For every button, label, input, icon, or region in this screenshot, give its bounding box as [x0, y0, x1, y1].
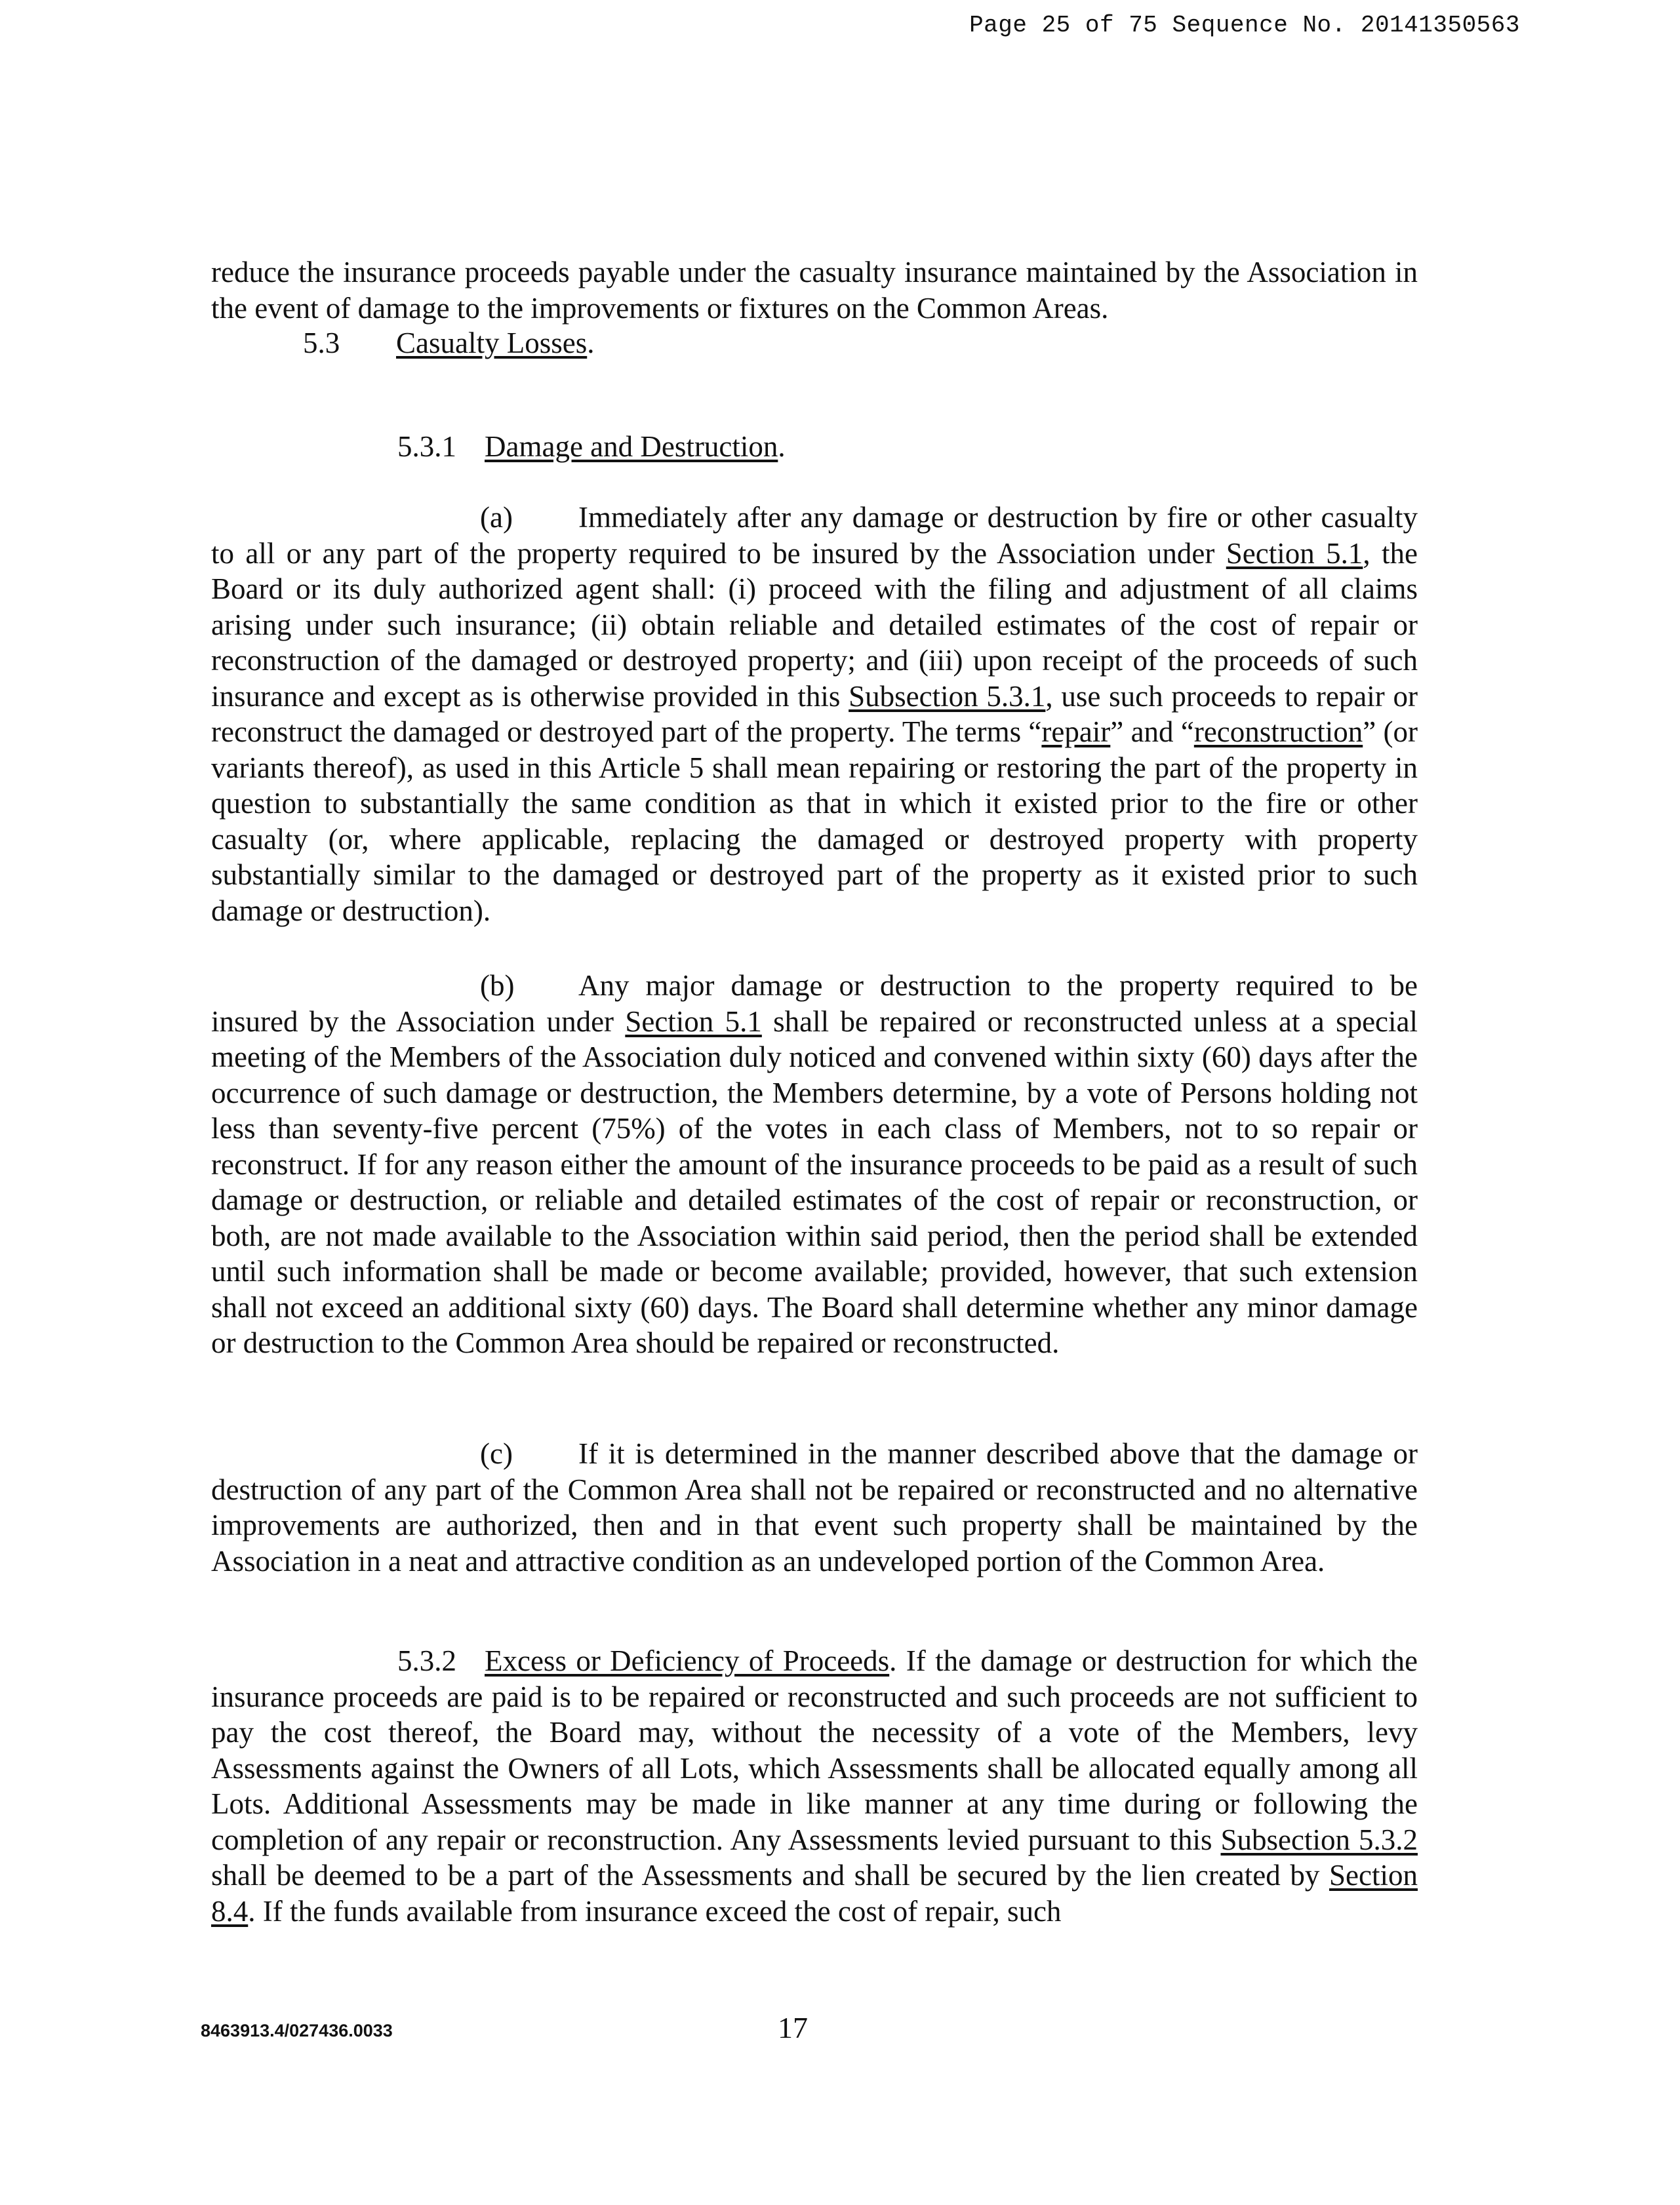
section-5-3-1-title-end: .	[778, 430, 786, 463]
section-5-3-1-heading	[397, 429, 786, 464]
paragraph-a-text-4: ” and “	[1110, 715, 1194, 748]
section-5-1-reference: Section 5.1	[625, 1004, 762, 1038]
paragraph-b	[211, 968, 1418, 1361]
section-5-3-2-text-1: . If the damage or destruction for which the insurance proceeds are paid is to be repaired or reconstructed and such proceeds are not sufficient to pay the cost thereof, the Board may, without the necessity of a vote of the Members, levy Assessments against the Owners of all Lots, which Assessments shall be allocated equally among all Lots. Additional Assessments may be made in like manner at any time during or following the completion of any repair or reconstruction. Any Assessments levied pursuant to this	[211, 1644, 1418, 1856]
term-repair: repair	[1041, 715, 1111, 748]
paragraph-a	[211, 500, 1418, 928]
section-5-3-1-number: 5.3.1	[397, 430, 456, 463]
paragraph-a-text-3: , use such proceeds to repair or reconstruct the damaged or destroyed part of the property. The terms “	[211, 679, 1418, 748]
section-5-3-2-paragraph	[211, 1643, 1418, 1929]
section-5-3-title: Casualty Losses	[396, 327, 588, 359]
section-5-3-2-text-2: shall be deemed to be a part of the Assessments and shall be secured by the lien created by	[211, 1859, 1330, 1892]
section-5-3-1-title: Damage and Destruction	[485, 430, 778, 463]
footer-document-id: 8463913.4/027436.0033	[201, 2021, 393, 2040]
section-5-3-title-end: .	[587, 327, 595, 359]
section-5-3-number: 5.3	[303, 327, 340, 359]
section-8-4-reference: Section 8.4	[211, 1859, 1418, 1928]
paragraph-c	[211, 1436, 1418, 1579]
paragraph-a-text-5: ” (or variants thereof), as used in this Article 5 shall mean repairing or restoring the part of the property in question to substantially the same condition as that in which it existed prior to the fire or other casualty (or, where applicable, replacing the damaged or destroyed property with property substantially similar to the damaged or destroyed part of the property as it existed prior to such damage or destruction).	[211, 715, 1418, 927]
section-5-3-2-text-3: . If the funds available from insurance exceed the cost of repair, such	[248, 1894, 1062, 1928]
section-5-1-reference: Section 5.1	[1226, 536, 1363, 570]
paragraph-b-text-1: Any major damage or destruction to the property required to be insured by the Association under	[211, 969, 1418, 1038]
section-5-3-2-number: 5.3.2	[397, 1644, 456, 1677]
paragraph-b-text-2: shall be repaired or reconstructed unless at a special meeting of the Members of the Association duly noticed and convened within sixty (60) days after the occurrence of such damage or destruction, the Members determine, by a vote of Persons holding not less than seventy-five percent (75%) of the votes in each class of Members, not to so repair or reconstruct. If for any reason either the amount of the insurance proceeds to be paid as a result of such damage or destruction, or reliable and detailed estimates of the cost of repair or reconstruction, or both, are not made available to the Association within said period, then the period shall be extended until such information shall be made or become available; provided, however, that such extension shall not exceed an additional sixty (60) days. The Board shall determine whether any minor damage or destruction to the Common Area should be repaired or reconstructed.	[211, 1004, 1418, 1359]
page-sequence-header: Page 25 of 75 Sequence No. 20141350563	[969, 12, 1520, 39]
subsection-5-3-1-reference: Subsection 5.3.1	[849, 679, 1046, 713]
term-reconstruction: reconstruction	[1193, 715, 1363, 748]
paragraph-a-label: (a)	[480, 501, 513, 534]
continuation-paragraph	[211, 254, 1418, 326]
paragraph-a-text-1: Immediately after any damage or destruction by fire or other casualty to all or any part of the property required to be insured by the Association under	[211, 501, 1418, 570]
paragraph-a-text-2: , the Board or its duly authorized agent shall: (i) proceed with the filing and adjustment of all claims arising under such insurance; (ii) obtain reliable and detailed estimates of the cost of repair or reconstruction of the damaged or destroyed property; and (iii) upon receipt of the proceeds of such insurance and except as is otherwise provided in this	[211, 536, 1418, 713]
paragraph-b-label: (b)	[480, 969, 515, 1002]
paragraph-c-label: (c)	[480, 1437, 513, 1470]
continuation-text: reduce the insurance proceeds payable under the casualty insurance maintained by the Association in the event of damage to the improvements or fixtures on the Common Areas.	[211, 256, 1418, 325]
subsection-5-3-2-reference: Subsection 5.3.2	[1220, 1823, 1418, 1856]
footer-page-number: 17	[778, 2011, 808, 2044]
section-5-3-heading	[303, 325, 594, 361]
paragraph-c-text: If it is determined in the manner described above that the damage or destruction of any part of the Common Area shall not be repaired or reconstructed and no alternative improvements are authorized, then and in that event such property shall be maintained by the Association in a neat and attractive condition as an undeveloped portion of the Common Area.	[211, 1437, 1418, 1578]
section-5-3-2-title: Excess or Deficiency of Proceeds	[485, 1644, 890, 1677]
